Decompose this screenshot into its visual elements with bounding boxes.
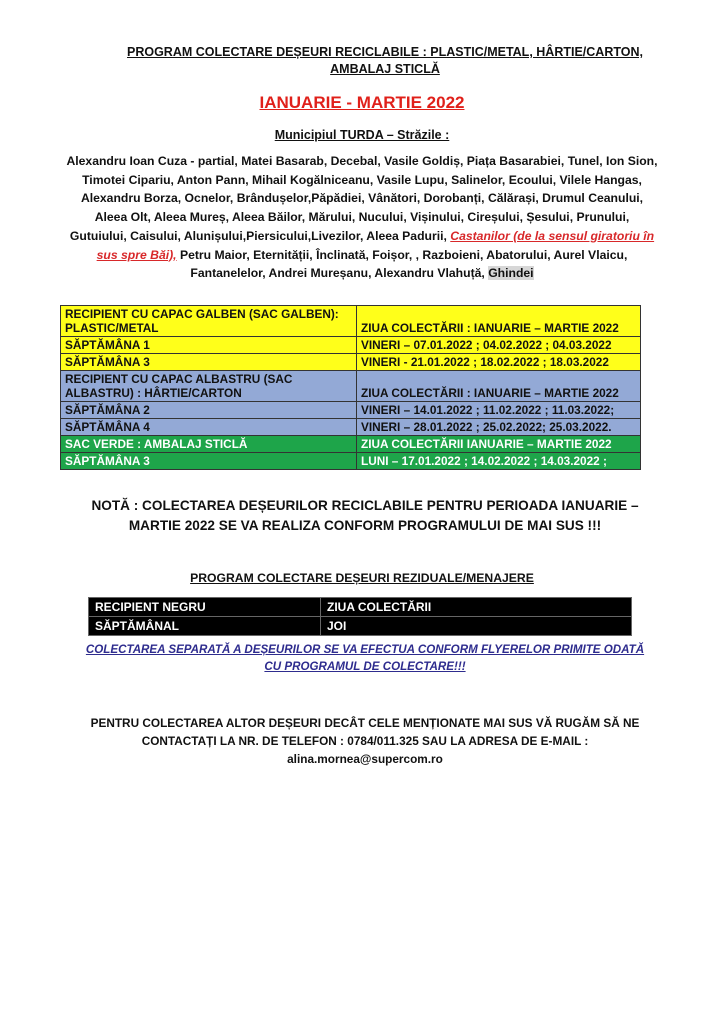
table-cell: SĂPTĂMÂNA 3 bbox=[61, 354, 357, 371]
table-cell: VINERI – 07.01.2022 ; 04.02.2022 ; 04.03.2022 bbox=[357, 337, 641, 354]
table-row bbox=[61, 371, 641, 402]
separate-collection-note: COLECTAREA SEPARATĂ A DEȘEURILOR SE VA EFECTUA CONFORM FLYERELOR PRIMITE ODATĂ CU PROGRAMUL DE COLECTARE!!! bbox=[85, 643, 645, 673]
street-list-part-2: Petru Maior, Eternității, Înclinată, Foișor, , Razboieni, Abatorului, Aurel Vlaicu, Fantanelelor, Andrei Mureșanu, Alexandru Vlahuță, bbox=[176, 247, 628, 281]
table-cell: SĂPTĂMÂNA 3 bbox=[61, 453, 357, 470]
table-cell: SĂPTĂMÂNA 1 bbox=[61, 337, 357, 354]
table-cell: ZIUA COLECTĂRII bbox=[321, 598, 632, 617]
residual-title: PROGRAM COLECTARE DEȘEURI REZIDUALE/MENAJERE bbox=[190, 571, 534, 585]
street-list bbox=[66, 152, 658, 283]
table-row bbox=[61, 402, 641, 419]
street-highlight-red: Castanilor (de la sensul giratoriu în sus spre Băi), bbox=[96, 228, 655, 262]
table-cell: RECIPIENT CU CAPAC ALBASTRU (SAC ALBASTRU) : HÂRTIE/CARTON bbox=[61, 371, 357, 402]
street-list-part-1: Alexandru Ioan Cuza - partial, Matei Basarab, Decebal, Vasile Goldiș, Piața Basarabiei, Tunel, Ion Sion, Timotei Cipariu, Anton Pann, Mihail Kogălniceanu, Vasile Lupu, Salinelor, Ecoului, Vilele Hangas, Alexandru Borza, Ocnelor, Brândușelor,Păpădiei, Vânători, Dorobanți, Călărași, Drumul Ceanului, Aleea Olt, Aleea Mureș, Aleea Băilor, Mărului, Nucului, Vișinului, Cireșului, Șesului, Prunului, Gutuiului, Caisului, Alunișului,Piersicului,Livezilor, Aleea Padurii, bbox=[66, 154, 658, 243]
table-row bbox=[61, 436, 641, 453]
table-cell: SĂPTĂMÂNAL bbox=[89, 617, 321, 636]
table-row bbox=[61, 453, 641, 470]
table-row bbox=[61, 354, 641, 371]
table-cell: ZIUA COLECTĂRII : IANUARIE – MARTIE 2022 bbox=[357, 371, 641, 402]
table-cell: VINERI – 28.01.2022 ; 25.02.2022; 25.03.2022. bbox=[357, 419, 641, 436]
municipality-heading: Municipiul TURDA – Străzile : bbox=[274, 128, 450, 142]
contact-text: PENTRU COLECTAREA ALTOR DEȘEURI DECÂT CELE MENȚIONATE MAI SUS VĂ RUGĂM SĂ NE CONTACTAȚI LA NR. DE TELEFON : 0784/011.325 SAU LA ADRESA DE E-MAIL : bbox=[90, 716, 640, 748]
table-cell: ZIUA COLECTĂRII : IANUARIE – MARTIE 2022 bbox=[357, 306, 641, 337]
period-heading: IANUARIE - MARTIE 2022 bbox=[259, 93, 465, 112]
table-row bbox=[89, 598, 632, 617]
residual-schedule-table bbox=[88, 597, 632, 636]
table-row bbox=[61, 306, 641, 337]
table-row bbox=[61, 419, 641, 436]
table-row bbox=[89, 617, 632, 636]
table-cell: SĂPTĂMÂNA 2 bbox=[61, 402, 357, 419]
document-title: PROGRAM COLECTARE DEȘEURI RECICLABILE : PLASTIC/METAL, HÂRTIE/CARTON, AMBALAJ STICLĂ bbox=[127, 45, 643, 76]
contact-email: alina.mornea@supercom.ro bbox=[287, 752, 443, 766]
table-cell: RECIPIENT NEGRU bbox=[89, 598, 321, 617]
table-cell: SAC VERDE : AMBALAJ STICLĂ bbox=[61, 436, 357, 453]
contact-block bbox=[70, 714, 660, 768]
table-cell: JOI bbox=[321, 617, 632, 636]
table-cell: ZIUA COLECTĂRII IANUARIE – MARTIE 2022 bbox=[357, 436, 641, 453]
recycling-note: NOTĂ : COLECTAREA DEȘEURILOR RECICLABILE PENTRU PERIOADA IANUARIE – MARTIE 2022 SE VA REALIZA CONFORM PROGRAMULUI DE MAI SUS !!! bbox=[91, 498, 639, 533]
recycling-schedule-table bbox=[60, 305, 641, 470]
table-cell: VINERI - 21.01.2022 ; 18.02.2022 ; 18.03.2022 bbox=[357, 354, 641, 371]
table-cell: LUNI – 17.01.2022 ; 14.02.2022 ; 14.03.2022 ; bbox=[357, 453, 641, 470]
street-highlight-grey: Ghindei bbox=[488, 266, 534, 281]
table-cell: SĂPTĂMÂNA 4 bbox=[61, 419, 357, 436]
table-cell: RECIPIENT CU CAPAC GALBEN (SAC GALBEN): PLASTIC/METAL bbox=[61, 306, 357, 337]
table-row bbox=[61, 337, 641, 354]
table-cell: VINERI – 14.01.2022 ; 11.02.2022 ; 11.03.2022; bbox=[357, 402, 641, 419]
